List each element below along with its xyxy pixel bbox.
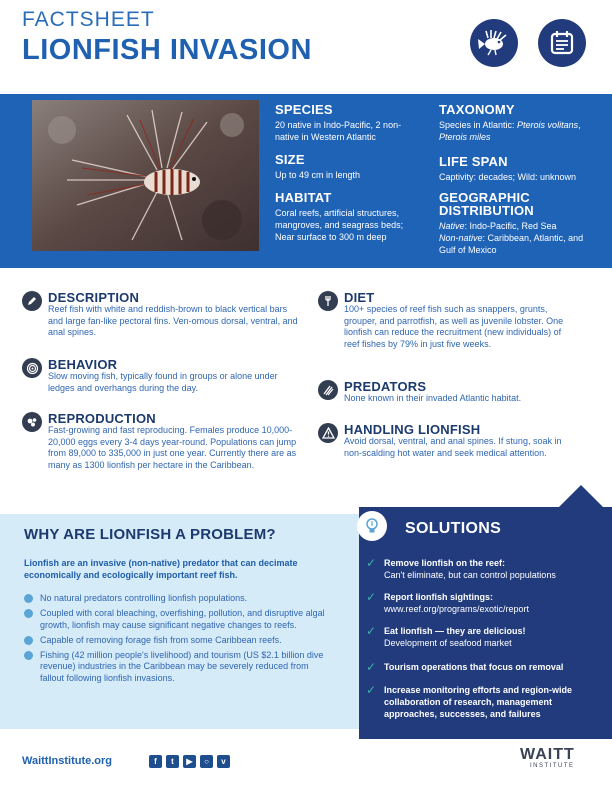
- description-title: DESCRIPTION: [48, 290, 140, 305]
- handling-title: HANDLING LIONFISH: [344, 422, 481, 437]
- facebook-icon[interactable]: f: [149, 755, 162, 768]
- bullet-dot: [24, 651, 33, 660]
- behavior-text: Slow moving fish, typically found in groups or alone under ledges and overhangs during the day.: [48, 371, 278, 393]
- page-title: LIONFISH INVASION: [22, 34, 312, 66]
- check-icon: ✓: [366, 590, 377, 604]
- fact-size-label: SIZE: [275, 152, 305, 167]
- diet-title: DIET: [344, 290, 375, 305]
- youtube-icon[interactable]: ▶: [183, 755, 196, 768]
- check-icon: ✓: [366, 624, 377, 638]
- fact-distribution: [439, 191, 599, 256]
- fact-habitat-label: HABITAT: [275, 190, 332, 205]
- fact-size-value: Up to 49 cm in length: [275, 170, 361, 180]
- check-icon: ✓: [366, 683, 377, 697]
- section-predators: [318, 380, 598, 412]
- factsheet-icon: [538, 19, 586, 67]
- section-reproduction: [22, 412, 302, 492]
- section-behavior: [22, 358, 292, 398]
- claw-marks-icon: [318, 380, 338, 400]
- predators-text: None known in their invaded Atlantic habitat.: [344, 393, 522, 403]
- fact-habitat: [275, 191, 425, 243]
- fact-habitat-value: Coral reefs, artificial structures, mangroves, and seagrass beds; Near surface to 300 m deep: [275, 208, 404, 242]
- fact-taxonomy-label: TAXONOMY: [439, 102, 515, 117]
- problem-title: WHY ARE LIONFISH A PROBLEM?: [24, 526, 276, 543]
- list-item: Fishing (42 million people's livelihood) and tourism (US $2.1 billion dive revenue) industries in the Caribbean may be severely reduced from fallout following lionfish invasions.: [24, 650, 334, 684]
- reproduction-text: Fast-growing and fast reproducing. Females produce 10,000-20,000 eggs every 3-4 days year-round. Populations can jump from 89,000 to 335,000 in just one year. Currently there are as many as 1300 lionfish per hectare in the Caribbean.: [48, 425, 297, 470]
- lightbulb-icon: [357, 511, 387, 541]
- lionfish-icon: [470, 19, 518, 67]
- fact-lifespan-label: LIFE SPAN: [439, 154, 508, 169]
- list-item: Capable of removing forage fish from some Caribbean reefs.: [24, 635, 334, 646]
- section-description: [22, 290, 298, 347]
- spiral-icon: [22, 358, 42, 378]
- fork-icon: [318, 291, 338, 311]
- waitt-logo: [520, 747, 590, 777]
- logo-wordmark: WAITT: [520, 746, 575, 763]
- warning-icon: [318, 423, 338, 443]
- vimeo-icon[interactable]: v: [217, 755, 230, 768]
- problem-intro: Lionfish are an invasive (non-native) predator that can decimate economically and ecologically important reef fish.: [24, 558, 298, 580]
- fact-species-value: 20 native in Indo-Pacific, 2 non-native in Western Atlantic: [275, 120, 402, 142]
- fact-size: [275, 153, 425, 181]
- handling-text: Avoid dorsal, ventral, and anal spines. If stung, soak in non-scalding hot water and seek medical attention.: [344, 436, 562, 458]
- logo-subtitle: INSTITUTE: [530, 763, 575, 769]
- twitter-icon[interactable]: t: [166, 755, 179, 768]
- description-text: Reef fish with white and reddish-brown to black vertical bars and large fan-like pectoral fins. Ven-omous dorsal, ventral, and anal spines.: [48, 304, 298, 337]
- reproduction-title: REPRODUCTION: [48, 411, 156, 426]
- fact-lifespan: [439, 155, 604, 183]
- lionfish-photo: [32, 100, 259, 251]
- fact-lifespan-value: Captivity: decades; Wild: unknown: [439, 172, 577, 182]
- fact-species: [275, 103, 425, 143]
- fact-species-label: SPECIES: [275, 102, 333, 117]
- fact-taxonomy: [439, 103, 604, 143]
- predators-title: PREDATORS: [344, 379, 427, 394]
- factsheet-kicker: FACTSHEET: [22, 8, 155, 31]
- check-icon: ✓: [366, 660, 377, 674]
- list-item: Coupled with coral bleaching, overfishing, pollution, and disruptive algal growth, lionfish may cause significant negative changes to reefs.: [24, 608, 334, 631]
- instagram-icon[interactable]: ○: [200, 755, 213, 768]
- diet-text: 100+ species of reef fish such as snappers, grunts, grouper, and parrotfish, as well as juvenile lobster. One lionfish can reduce the recruitment (new individuals) of reef fishes by 79% in just five weeks.: [344, 304, 564, 349]
- list-item: No natural predators controlling lionfish populations.: [24, 593, 334, 604]
- problem-list: [24, 593, 334, 684]
- fact-taxonomy-value: Species in Atlantic: Pterois volitans, Pterois miles: [439, 120, 581, 142]
- fact-distribution-label: GEOGRAPHIC DISTRIBUTION: [439, 190, 534, 218]
- fact-distribution-value: Native: Indo-Pacific, Red Sea Non-native: Caribbean, Atlantic, and Gulf of Mexico: [439, 221, 584, 255]
- section-diet: [318, 291, 598, 371]
- pencil-icon: [22, 291, 42, 311]
- bullet-dot: [24, 636, 33, 645]
- bullet-dot: [24, 609, 33, 618]
- check-icon: ✓: [366, 556, 377, 570]
- bullet-dot: [24, 594, 33, 603]
- website-link[interactable]: WaittInstitute.org: [22, 755, 113, 767]
- egg-icon: [22, 412, 42, 432]
- behavior-title: BEHAVIOR: [48, 357, 118, 372]
- solutions-title: SOLUTIONS: [405, 520, 502, 537]
- section-handling: [318, 423, 598, 479]
